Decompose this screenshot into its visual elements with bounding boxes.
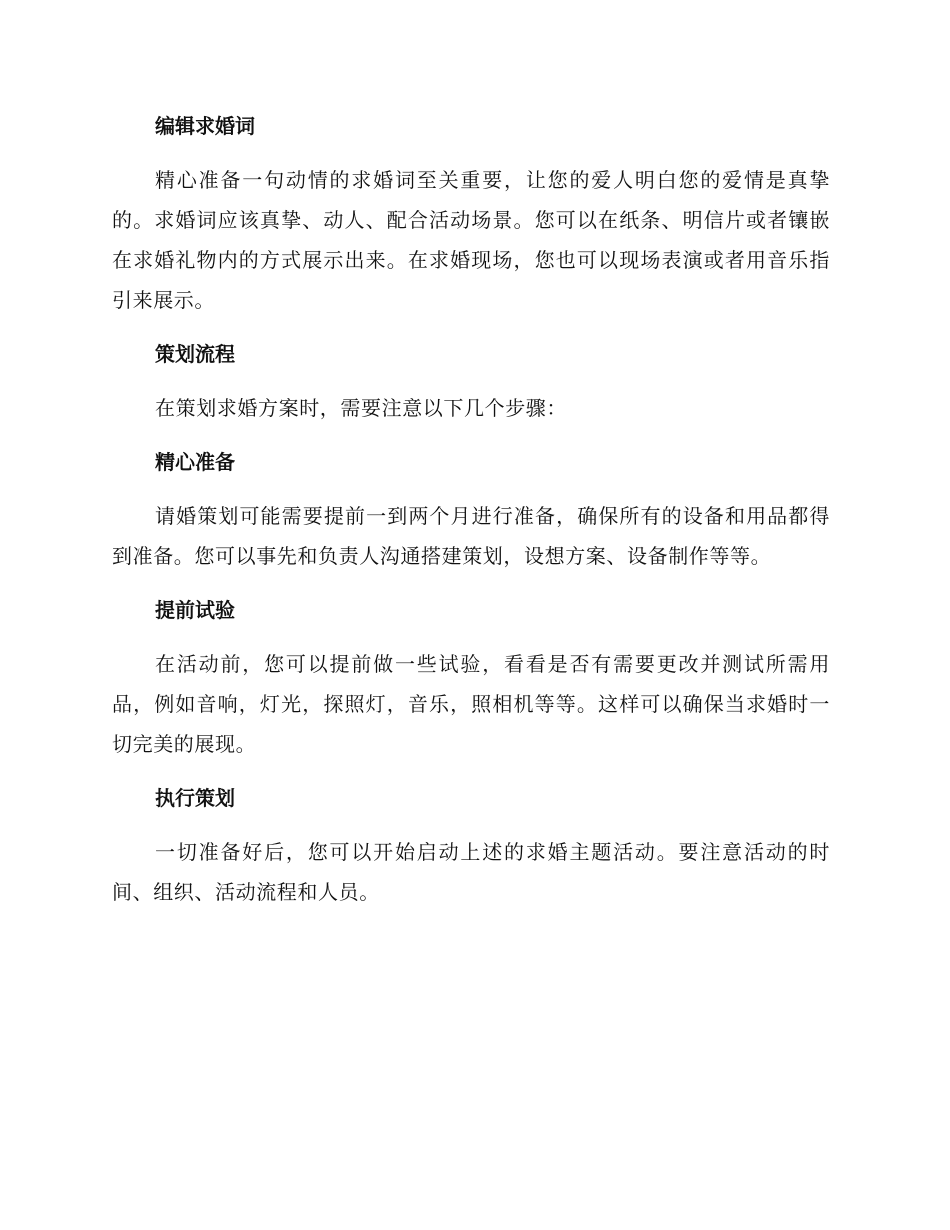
section-heading-careful-preparation: 精心准备 — [155, 450, 235, 474]
document-body — [112, 106, 830, 912]
section-heading-planning-process: 策划流程 — [155, 342, 235, 366]
section-paragraph-careful-preparation: 请婚策划可能需要提前一到两个月进行准备，确保所有的设备和用品都得到准备。您可以事先和负责人沟通搭建策划，设想方案、设备制作等等。 — [112, 504, 830, 568]
section-heading-advance-trial: 提前试验 — [155, 598, 235, 622]
section-paragraph-advance-trial: 在活动前，您可以提前做一些试验，看看是否有需要更改并测试所需用品，例如音响，灯光，探照灯，音乐，照相机等等。这样可以确保当求婚时一切完美的展现。 — [112, 652, 830, 756]
section-paragraph-edit-proposal-words: 精心准备一句动情的求婚词至关重要，让您的爱人明白您的爱情是真挚的。求婚词应该真挚、动人、配合活动场景。您可以在纸条、明信片或者镶嵌在求婚礼物内的方式展示出来。在求婚现场，您也可以现场表演或者用音乐指引来展示。 — [112, 168, 830, 312]
section-paragraph-planning-process: 在策划求婚方案时，需要注意以下几个步骤： — [155, 396, 567, 420]
section-paragraph-execute-plan: 一切准备好后，您可以开始启动上述的求婚主题活动。要注意活动的时间、组织、活动流程和人员。 — [112, 840, 830, 904]
section-heading-edit-proposal-words: 编辑求婚词 — [155, 114, 255, 138]
section-heading-execute-plan: 执行策划 — [155, 786, 235, 810]
